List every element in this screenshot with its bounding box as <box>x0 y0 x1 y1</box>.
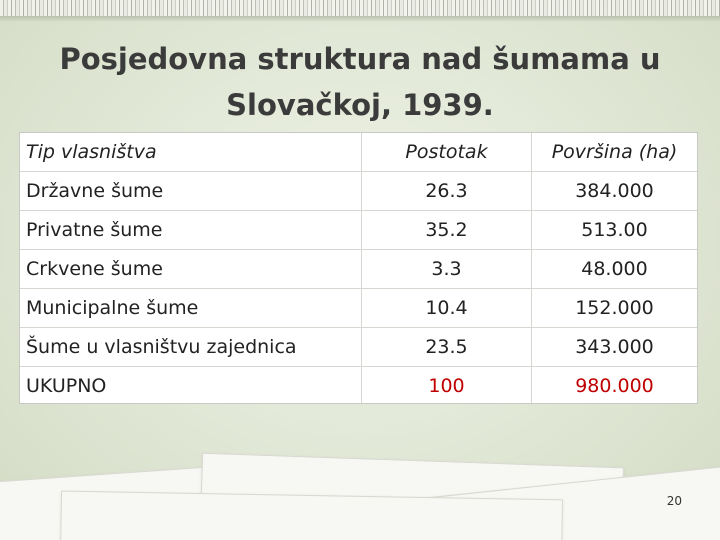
cell-ownership-type: Državne šume <box>20 172 362 211</box>
cell-total-area: 980.000 <box>575 375 654 397</box>
cell-percent: 26.3 <box>362 172 532 211</box>
cell-total-label: UKUPNO <box>20 367 362 406</box>
cell-percent: 3.3 <box>362 250 532 289</box>
decorative-strip-shadow <box>0 16 720 22</box>
page-number: 20 <box>666 494 682 508</box>
cell-percent: 10.4 <box>362 289 532 328</box>
cell-area: 343.000 <box>532 328 698 367</box>
header-ownership-type: Tip vlasništva <box>20 133 362 172</box>
header-area: Površina (ha) <box>532 133 698 172</box>
cell-area: 384.000 <box>532 172 698 211</box>
cell-area: 513.00 <box>532 211 698 250</box>
cell-percent: 35.2 <box>362 211 532 250</box>
decorative-paper-edge-strip <box>0 0 720 16</box>
table-row <box>20 328 697 367</box>
cell-ownership-type: Šume u vlasništvu zajednica <box>20 328 362 367</box>
cell-area: 48.000 <box>532 250 698 289</box>
ownership-table <box>20 133 697 405</box>
ownership-table-container <box>19 132 698 404</box>
slide-title: Posjedovna struktura nad šumama u Slovačkoj, 1939. <box>59 42 661 122</box>
table-row <box>20 211 697 250</box>
table-row <box>20 289 697 328</box>
cell-area: 152.000 <box>532 289 698 328</box>
header-percent: Postotak <box>362 133 532 172</box>
table-header-row <box>20 133 697 172</box>
cell-ownership-type: Municipalne šume <box>20 289 362 328</box>
cell-ownership-type: Crkvene šume <box>20 250 362 289</box>
cell-total-percent: 100 <box>362 367 532 406</box>
table-row <box>20 172 697 211</box>
decorative-paper-stack <box>0 400 720 540</box>
cell-percent: 23.5 <box>362 328 532 367</box>
table-total-row <box>20 367 697 406</box>
table-row <box>20 250 697 289</box>
cell-ownership-type: Privatne šume <box>20 211 362 250</box>
